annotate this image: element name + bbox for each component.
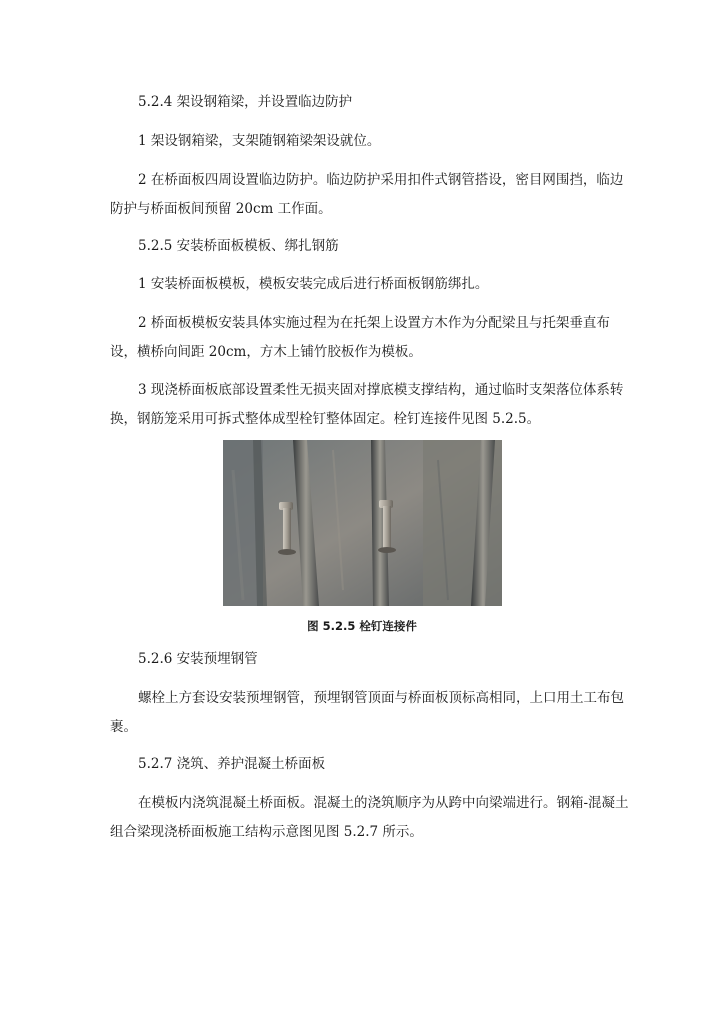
paragraph-5-2-7: 在模板内浇筑混凝土桥面板。混凝土的浇筑顺序为从跨中向梁端进行。钢箱-混凝土组合梁现浇桥面板施工结构示意图见图 5.2.7 所示。 <box>110 795 629 840</box>
paragraph-5-2-5-item-3: 3 现浇桥面板底部设置柔性无损夹固对撑底模支撑结构，通过临时支架落位体系转换，钢筋笼采用可拆式整体成型栓钉整体固定。栓钉连接件见图 5.2.5。 <box>110 382 624 427</box>
section-heading-5-2-6: 5.2.6 安装预埋钢管 <box>138 651 258 667</box>
stud-connector-photo-image <box>223 440 502 606</box>
paragraph-5-2-5-item-2: 2 桥面板模板安装具体实施过程为在托架上设置方木作为分配梁且与托架垂直布设，横桥向间距 20cm，方木上铺竹胶板作为模板。 <box>110 315 610 360</box>
stud-connector-photo <box>223 440 502 606</box>
section-heading-5-2-7: 5.2.7 浇筑、养护混凝土桥面板 <box>138 756 326 772</box>
paragraph-5-2-6: 螺栓上方套设安装预埋钢管，预埋钢管顶面与桥面板顶标高相同，上口用土工布包裹。 <box>110 690 624 735</box>
section-heading-5-2-4: 5.2.4 架设钢箱梁，并设置临边防护 <box>138 94 353 110</box>
paragraph-5-2-5-item-1: 1 安装桥面板模板，模板安装完成后进行桥面板钢筋绑扎。 <box>138 276 489 292</box>
section-heading-5-2-5: 5.2.5 安装桥面板模板、绑扎钢筋 <box>138 238 339 254</box>
paragraph-5-2-4-item-1: 1 架设钢箱梁，支架随钢箱梁架设就位。 <box>138 133 381 149</box>
figure-caption: 图 5.2.5 栓钉连接件 <box>307 619 417 633</box>
paragraph-5-2-4-item-2: 2 在桥面板四周设置临边防护。临边防护采用扣件式钢管搭设，密目网围挡，临边防护与桥面板间预留 20cm 工作面。 <box>110 172 624 217</box>
